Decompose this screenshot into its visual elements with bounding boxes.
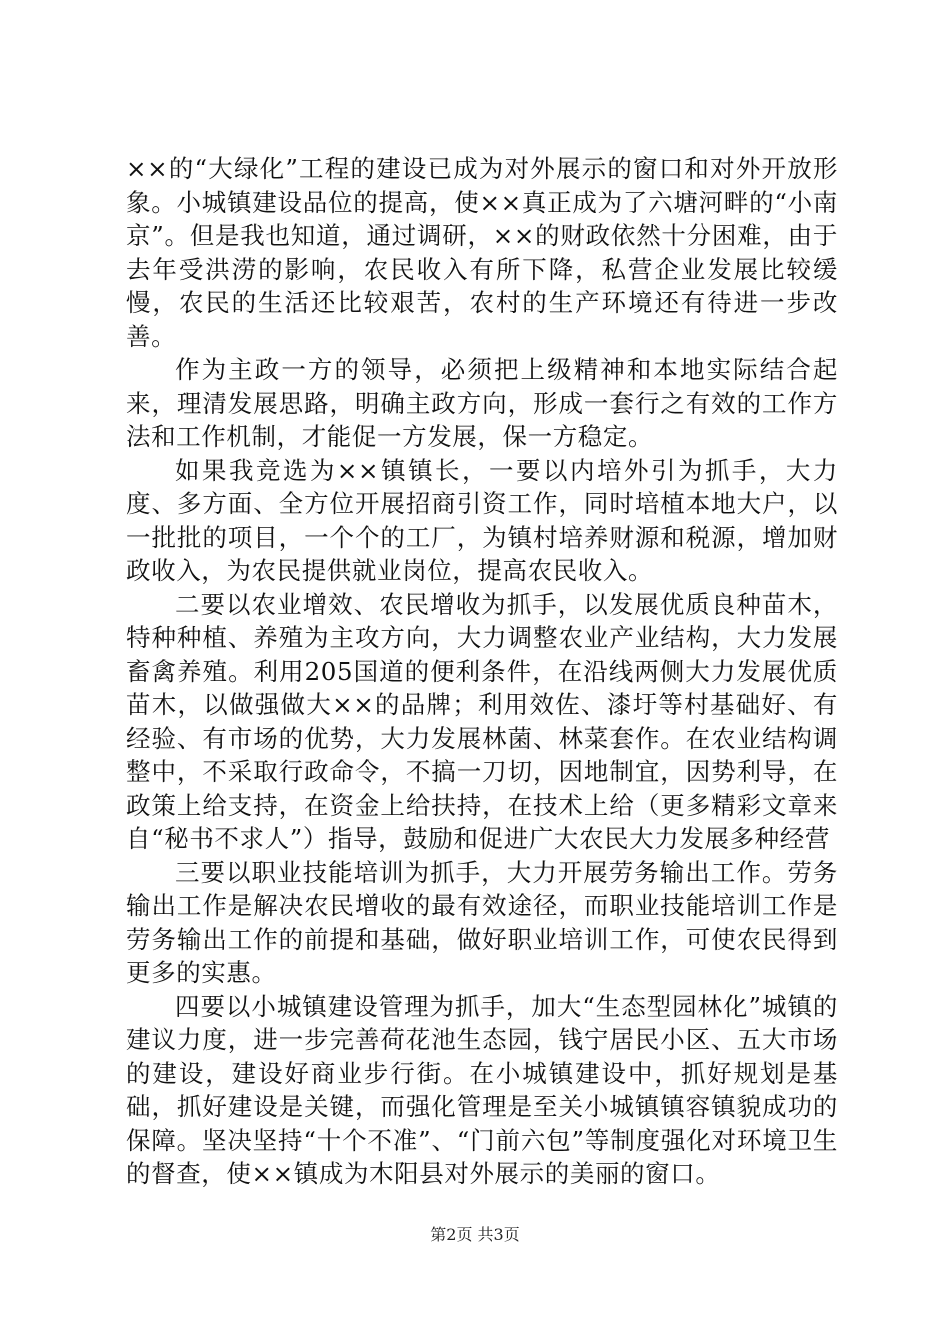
paragraph-5: 三要以职业技能培训为抓手，大力开展劳务输出工作。劳务输出工作是解决农民增收的最有效途径，而职业技能培训工作是劳务输出工作的前提和基础，做好职业培训工作，可使农民得到更多的实惠。 xyxy=(126,857,838,987)
document-body xyxy=(126,152,838,1191)
paragraph-6: 四要以小城镇建设管理为抓手，加大“生态型园林化”城镇的建议力度，进一步完善荷花池生态园，钱宁居民小区、五大市场的建设，建设好商业步行街。在小城镇建设中，抓好规划是基础，抓好建设是关键，而强化管理是至关小城镇镇容镇貌成功的保障。坚决坚持“十个不准”、“门前六包”等制度强化对环境卫生的督查，使××镇成为木阳县对外展示的美丽的窗口。 xyxy=(126,991,838,1188)
paragraph-2: 作为主政一方的领导，必须把上级精神和本地实际结合起来，理清发展思路，明确主政方向，形成一套行之有效的工作方法和工作机制，才能促一方发展，保一方稳定。 xyxy=(126,355,838,451)
paragraph-1: ××的“大绿化”工程的建设已成为对外展示的窗口和对外开放形象。小城镇建设品位的提高，使××真正成为了六塘河畔的“小南京”。但是我也知道，通过调研，××的财政依然十分困难，由于去年受洪涝的影响，农民收入有所下降，私营企业发展比较缓慢，农民的生活还比较艰苦，农村的生产环境还有待进一步改善。 xyxy=(126,154,838,351)
paragraph-4: 二要以农业增效、农民增收为抓手，以发展优质良种苗木，特种种植、养殖为主攻方向，大力调整农业产业结构，大力发展畜禽养殖。利用205国道的便利条件，在沿线两侧大力发展优质苗木，以做强做大××的品牌；利用效佐、漆圩等村基础好、有经验、有市场的优势，大力发展林菌、林菜套作。在农业结构调整中，不采取行政命令，不搞一刀切，因地制宜，因势利导，在政策上给支持，在资金上给扶持，在技术上给（更多精彩文章来自“秘书不求人”）指导，鼓励和促进广大农民大力发展多种经营 xyxy=(126,589,838,853)
page-number-footer: 第2页 共3页 xyxy=(430,1225,520,1244)
paragraph-3: 如果我竞选为××镇镇长，一要以内培外引为抓手，大力度、多方面、全方位开展招商引资工作，同时培植本地大户，以一批批的项目，一个个的工厂，为镇村培养财源和税源，增加财政收入，为农民提供就业岗位，提高农民收入。 xyxy=(126,455,838,585)
